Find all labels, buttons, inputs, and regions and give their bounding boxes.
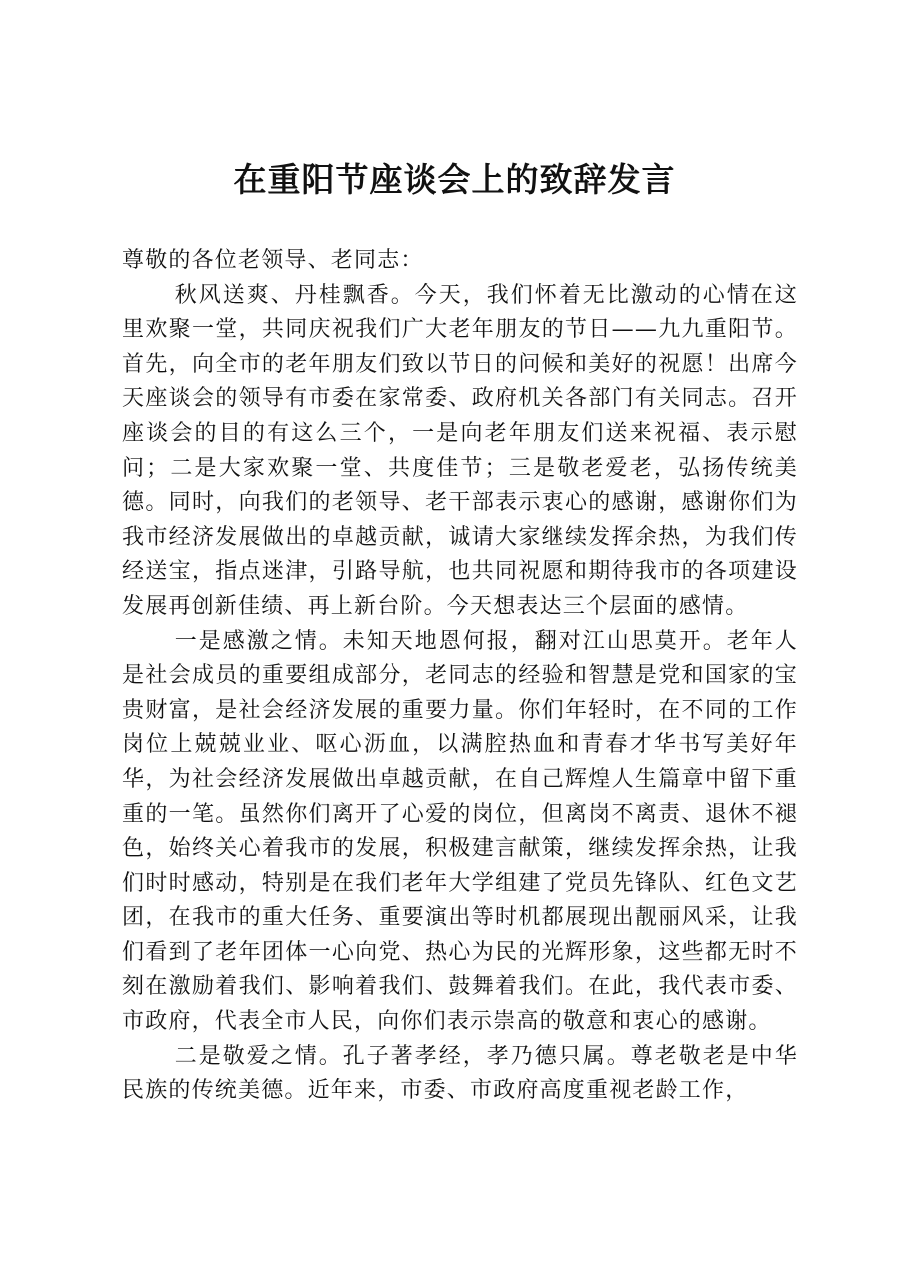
paragraph-gratitude: 一是感激之情。未知天地恩何报，翻对江山思莫开。老年人是社会成员的重要组成部分，老同志的经验和智慧是党和国家的宝贵财富，是社会经济发展的重要力量。你们年轻时，在不同的工作岗位上兢兢业业、呕心沥血，以满腔热血和青春才华书写美好年华，为社会经济发展做出卓越贡献，在自己辉煌人生篇章中留下重重的一笔。虽然你们离开了心爱的岗位，但离岗不离责、退休不褪色，始终关心着我市的发展，积极建言献策，继续发挥余热，让我们时时感动，特别是在我们老年大学组建了党员先锋队、红色文艺团，在我市的重大任务、重要演出等时机都展现出靓丽风采，让我们看到了老年团体一心向党、热心为民的光辉形象，这些都无时不刻在激励着我们、影响着我们、鼓舞着我们。在此，我代表市委、市政府，代表全市人民，向你们表示崇高的敬意和衷心的感谢。 bbox=[122, 628, 798, 1035]
document-body bbox=[122, 244, 798, 1109]
paragraph-respect: 二是敬爱之情。孔子著孝经，孝乃德只属。尊老敬老是中华民族的传统美德。近年来，市委、市政府高度重视老龄工作， bbox=[122, 1043, 798, 1104]
paragraph-opening: 秋风送爽、丹桂飘香。今天，我们怀着无比激动的心情在这里欢聚一堂，共同庆祝我们广大老年朋友的节日——九九重阳节。首先，向全市的老年朋友们致以节日的问候和美好的祝愿！出席今天座谈会的领导有市委在家常委、政府机关各部门有关同志。召开座谈会的目的有这么三个，一是向老年朋友们送来祝福、表示慰问；二是大家欢聚一堂、共度佳节；三是敬老爱老，弘扬传统美德。同时，向我们的老领导、老干部表示衷心的感谢，感谢你们为我市经济发展做出的卓越贡献，诚请大家继续发挥余热，为我们传经送宝，指点迷津，引路导航，也共同祝愿和期待我市的各项建设发展再创新佳绩、再上新台阶。今天想表达三个层面的感情。 bbox=[122, 282, 798, 619]
document-title: 在重阳节座谈会上的致辞发言 bbox=[233, 160, 676, 199]
salutation: 尊敬的各位老领导、老同志： bbox=[122, 248, 424, 273]
